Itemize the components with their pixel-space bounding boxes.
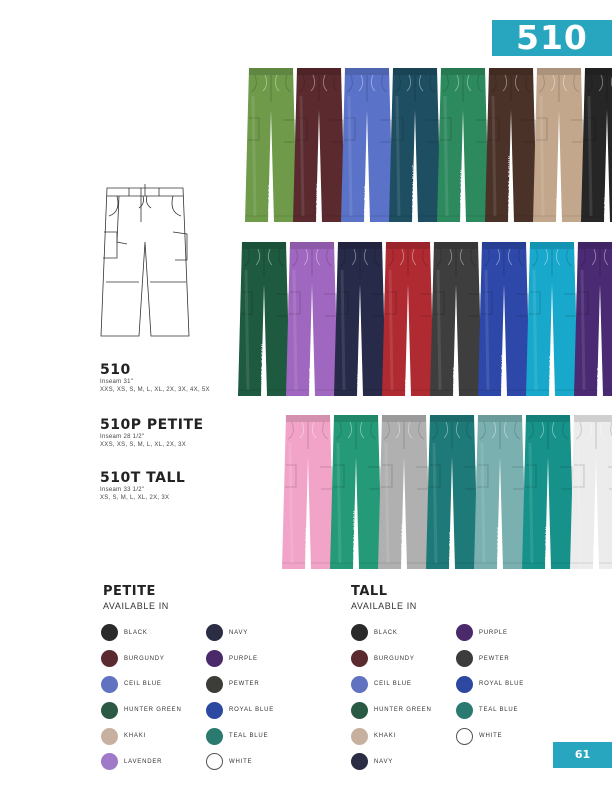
color-dot	[206, 728, 223, 745]
swatch-teal-blue	[456, 697, 561, 723]
page-number: 61	[553, 742, 612, 768]
color-name: KHAKI	[124, 733, 147, 740]
color-name: HUNTER GREEN	[124, 707, 182, 714]
color-name: CEIL BLUE	[124, 681, 162, 688]
color-name: BURGUNDY	[374, 655, 415, 662]
color-name: WHITE	[479, 733, 503, 740]
color-dot	[206, 624, 223, 641]
swatch-navy	[351, 749, 456, 775]
style-block-510p	[100, 417, 204, 449]
color-name: BLACK	[374, 629, 398, 636]
pant-sketch-image	[97, 182, 193, 342]
swatch-purple	[206, 646, 311, 672]
swatch-white	[456, 723, 561, 749]
color-dot	[101, 702, 118, 719]
color-name: PEWTER	[479, 655, 510, 662]
swatch-purple	[456, 620, 561, 646]
petite-subtitle: AVAILABLE IN	[103, 601, 169, 611]
pant-color-label: SILVER GREY	[401, 524, 407, 563]
color-name: KHAKI	[374, 733, 397, 740]
color-name: BURGUNDY	[124, 655, 165, 662]
color-name: WHITE	[229, 758, 253, 765]
color-name: PURPLE	[479, 629, 508, 636]
swatch-hunter-green	[351, 697, 456, 723]
color-dot	[101, 676, 118, 693]
color-dot	[101, 728, 118, 745]
color-dot	[456, 650, 473, 667]
color-name: HUNTER GREEN	[374, 707, 432, 714]
pant-color-label: CANDY PINK	[305, 526, 311, 563]
pant-color-label: HUNTER GREEN	[261, 342, 267, 390]
color-name: PEWTER	[229, 681, 260, 688]
tall-color-swatches	[351, 620, 561, 775]
pant-white	[568, 413, 612, 571]
color-name: BLACK	[124, 629, 148, 636]
style-sizes: XS, S, M, L, XL, 2X, 3X	[100, 495, 170, 501]
color-dot	[206, 753, 223, 770]
petite-availability-heading	[103, 584, 169, 611]
pant-color-label: NAVY	[357, 374, 363, 390]
pant-purple	[572, 240, 612, 398]
swatch-royal-blue	[456, 672, 561, 698]
pant-color-label: CHOCOLATE BROWN	[508, 155, 514, 216]
color-name: CEIL BLUE	[374, 681, 412, 688]
swatch-ceil-blue	[101, 672, 206, 698]
swatch-hunter-green	[101, 697, 206, 723]
swatch-teal-blue	[206, 723, 311, 749]
color-dot	[101, 624, 118, 641]
swatch-burgundy	[351, 646, 456, 672]
color-dot	[206, 676, 223, 693]
tall-title: TALL	[351, 584, 388, 599]
pant-color-label: HUNTER GREEN	[460, 168, 466, 216]
pant-image	[572, 240, 612, 398]
pant-image	[568, 413, 612, 571]
color-name: ROYAL BLUE	[229, 707, 275, 714]
pant-color-label: PEWTER	[453, 365, 459, 390]
swatch-lavender	[101, 749, 206, 775]
pant-color-label: ORCHID	[309, 366, 315, 390]
color-dot	[351, 676, 368, 693]
style-name: 510	[100, 362, 131, 378]
pant-color-label: RED	[405, 377, 411, 390]
swatch-black	[101, 620, 206, 646]
color-dot	[456, 702, 473, 719]
color-dot	[351, 650, 368, 667]
swatch-burgundy	[101, 646, 206, 672]
color-name: ROYAL BLUE	[479, 681, 525, 688]
color-dot	[206, 650, 223, 667]
style-block-510	[100, 362, 210, 394]
pant-color-label: WHITE	[593, 543, 599, 563]
style-name: 510T TALL	[100, 470, 186, 486]
style-sizes: XXS, XS, S, M, L, XL, 2X, 3X	[100, 442, 187, 448]
pant-color-label: BLACK	[604, 196, 610, 216]
color-name: PURPLE	[229, 655, 258, 662]
color-dot	[351, 728, 368, 745]
pant-black	[579, 66, 612, 224]
swatch-ceil-blue	[351, 672, 456, 698]
style-block-510t	[100, 470, 185, 502]
color-dot	[456, 624, 473, 641]
petite-color-swatches	[101, 620, 311, 775]
color-name: TEAL BLUE	[479, 707, 519, 714]
color-dot	[101, 753, 118, 770]
style-inseam: Inseam 28 1/2"	[100, 434, 145, 440]
swatch-pewter	[456, 646, 561, 672]
color-dot	[456, 676, 473, 693]
style-sizes: XXS, XS, S, M, L, XL, 2X, 3X, 4X, 5X	[100, 387, 210, 393]
swatch-khaki	[351, 723, 456, 749]
color-name: LAVENDER	[124, 758, 163, 765]
pant-row-3	[280, 413, 612, 571]
style-inseam: Inseam 31"	[100, 379, 134, 385]
swatch-white	[206, 749, 311, 775]
pant-row-2	[236, 240, 612, 398]
pant-color-label: CARIBBEAN BLUE	[412, 164, 418, 216]
style-name: 510P PETITE	[100, 417, 204, 433]
pant-row-1	[243, 66, 612, 224]
pant-color-label: BURGUNDY	[316, 182, 322, 216]
swatch-khaki	[101, 723, 206, 749]
tall-subtitle: AVAILABLE IN	[351, 601, 417, 611]
pant-color-label: KHAKI	[556, 197, 562, 216]
pant-color-label: TEAL GREEN	[545, 525, 551, 563]
pant-color-label: ROYAL BLUE	[501, 353, 507, 390]
color-dot	[351, 624, 368, 641]
color-name: NAVY	[374, 758, 394, 765]
pant-color-label: PURPLE	[597, 367, 603, 390]
pant-color-label: SEA BREEZE	[497, 525, 503, 563]
swatch-black	[351, 620, 456, 646]
swatch-pewter	[206, 672, 311, 698]
color-dot	[101, 650, 118, 667]
pant-color-label: TEAL BLUE	[449, 530, 455, 563]
color-name: NAVY	[229, 629, 249, 636]
tall-availability-heading	[351, 584, 417, 611]
style-inseam: Inseam 33 1/2"	[100, 487, 145, 493]
color-dot	[206, 702, 223, 719]
style-number-tab: 510	[492, 20, 612, 56]
pant-color-label: NEW SAGE	[268, 184, 274, 216]
pant-color-label: TURQUOISE	[549, 355, 555, 390]
color-name: TEAL BLUE	[229, 733, 269, 740]
color-dot	[351, 702, 368, 719]
swatch-navy	[206, 620, 311, 646]
pant-color-label: CEIL BLUE	[364, 185, 370, 216]
swatch-royal-blue	[206, 697, 311, 723]
color-dot	[456, 728, 473, 745]
pant-color-label: SURGICAL GREEN	[353, 510, 359, 563]
color-dot	[351, 753, 368, 770]
petite-title: PETITE	[103, 584, 156, 599]
